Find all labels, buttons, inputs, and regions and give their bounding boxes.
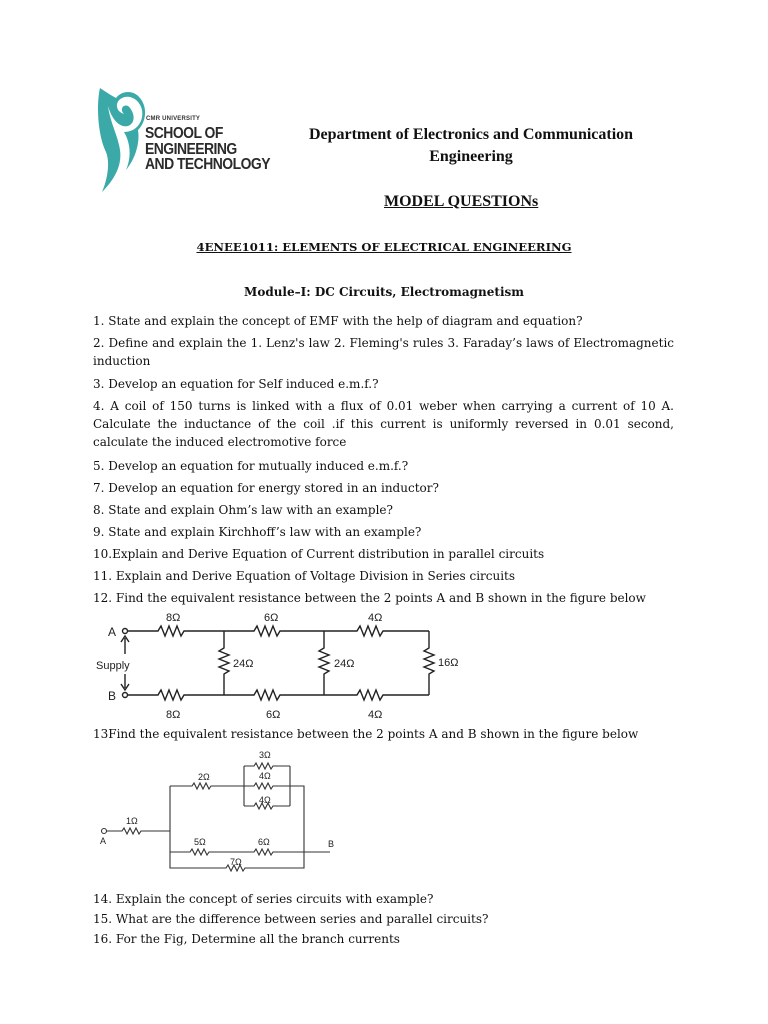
question-item: 14. Explain the concept of series circuits with example? — [93, 892, 434, 906]
resistor-label: 4Ω — [368, 612, 383, 624]
resistor-label: 5Ω — [194, 837, 206, 847]
resistor-label: 24Ω — [233, 658, 254, 670]
circuit-figure-1 — [92, 608, 468, 720]
resistor-label: 6Ω — [258, 837, 270, 847]
question-item: 5. Develop an equation for mutually induced e.m.f.? — [93, 459, 409, 473]
resistor-label: 8Ω — [166, 709, 181, 720]
course-title: 4ENEE1011: ELEMENTS OF ELECTRICAL ENGINEERING — [196, 240, 572, 254]
node-b-label: B — [108, 689, 117, 703]
node-b-label: B — [328, 839, 335, 849]
question-item: 13Find the equivalent resistance between the 2 points A and B shown in the figure below — [93, 727, 639, 741]
question-item: 1. State and explain the concept of EMF with the help of diagram and equation? — [93, 314, 583, 328]
circuit-figure-2 — [92, 746, 352, 874]
resistor-label: 2Ω — [198, 772, 210, 782]
university-logo — [94, 86, 270, 194]
resistor-label: 8Ω — [166, 612, 181, 624]
question-item: 12. Find the equivalent resistance between the 2 points A and B shown in the figure below — [93, 591, 646, 605]
school-name: SCHOOL OF ENGINEERING AND TECHNOLOGY — [145, 125, 270, 173]
question-item: 15. What are the difference between series and parallel circuits? — [93, 912, 489, 926]
resistor-label: 7Ω — [230, 857, 242, 867]
page-heading: MODEL QUESTIONs — [384, 193, 539, 210]
resistor-label: 4Ω — [368, 709, 383, 720]
module-title: Module–I: DC Circuits, Electromagnetism — [244, 285, 524, 299]
resistor-label: 3Ω — [259, 750, 271, 760]
resistor-label: 1Ω — [126, 816, 138, 826]
university-name: CMR UNIVERSITY — [146, 116, 201, 122]
question-item: 7. Develop an equation for energy stored in an inductor? — [93, 481, 439, 495]
question-item: 2. Define and explain the 1. Lenz's law 2. Fleming's rules 3. Faraday’s laws of Electromagnetic induction — [93, 336, 674, 368]
resistor-label: 6Ω — [264, 612, 279, 624]
resistor-label: 6Ω — [266, 709, 281, 720]
question-item: 4. A coil of 150 turns is linked with a flux of 0.01 weber when carrying a current of 10 A. Calculate the inductance of the coil .if this current is uniformly reversed in 0.01 second, calculate the induced electromotive force — [93, 399, 674, 449]
question-item: 10.Explain and Derive Equation of Current distribution in parallel circuits — [93, 547, 545, 561]
resistor-label: 16Ω — [438, 657, 459, 669]
supply-label: Supply — [96, 660, 130, 672]
department-title: Department of Electronics and Communication Engineering — [308, 126, 634, 165]
node-a-label: A — [100, 836, 107, 846]
question-item: 11. Explain and Derive Equation of Voltage Division in Series circuits — [93, 569, 516, 583]
node-a-label: A — [108, 625, 117, 639]
resistor-label: 4Ω — [259, 771, 271, 781]
resistor-label: 24Ω — [334, 658, 355, 670]
question-item: 9. State and explain Kirchhoff’s law with an example? — [93, 525, 422, 539]
question-item: 16. For the Fig, Determine all the branch currents — [93, 932, 400, 946]
question-item: 3. Develop an equation for Self induced e.m.f.? — [93, 377, 379, 391]
resistor-label: 4Ω — [259, 795, 271, 805]
question-item: 8. State and explain Ohm’s law with an example? — [93, 503, 393, 517]
